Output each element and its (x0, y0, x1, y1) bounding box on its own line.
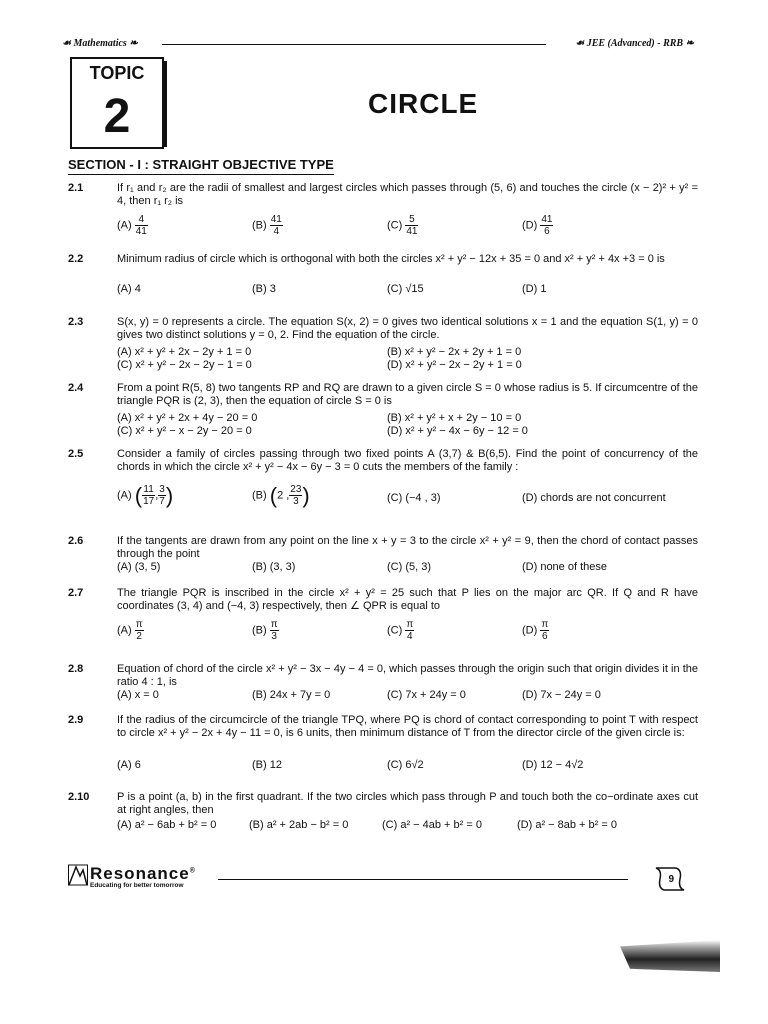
option-a[interactable]: (A) 6 (117, 759, 141, 771)
question-text: Equation of chord of the circle x² + y² − 3x − 4y − 4 = 0, which passes through the origin such that origin divides it in the ratio 4 : 1, is (117, 663, 698, 688)
option-b[interactable]: (B) 12 (252, 759, 282, 771)
question-number: 2.9 (68, 714, 84, 726)
option-fraction-numerator: π (135, 619, 143, 630)
option-b[interactable]: (B) $\frac{41}{4}$ (252, 214, 282, 237)
question-text: P is a point (a, b) in the first quadrant. If the two circles which pass through P and touch both the co−ordinate axes cut at right angles, then (117, 791, 698, 816)
question-number: 2.7 (68, 587, 84, 599)
option-c[interactable]: (C) 6√2 (387, 759, 424, 771)
option-a[interactable]: (A) x² + y² + 2x − 2y + 1 = 0 (117, 346, 252, 358)
option-c[interactable]: (C) 7x + 24y = 0 (387, 689, 466, 701)
option-b[interactable]: (B) x² + y² + x + 2y − 10 = 0 (387, 412, 522, 424)
option-fraction-denominator: 41 (135, 226, 147, 237)
option-fraction-denominator: 4 (273, 226, 280, 237)
topic-number: 2 (103, 90, 131, 143)
option-fraction-numerator: π (270, 619, 278, 630)
question-number: 2.1 (68, 182, 84, 194)
question-number: 2.2 (68, 253, 84, 265)
option-fraction-denominator: 17 (143, 496, 155, 507)
option-fraction-numerator: 41 (541, 214, 553, 225)
option-c[interactable]: (C) x² + y² − 2x − 2y − 1 = 0 (117, 359, 252, 371)
option-d[interactable]: (D) none of these (522, 561, 607, 573)
logo-mark-icon (68, 864, 88, 886)
option-d[interactable]: (D) 1 (522, 283, 547, 295)
option-fraction-numerator: 23 (290, 484, 302, 495)
option-fraction (405, 214, 418, 237)
option-c[interactable]: (C) (−4 , 3) (387, 492, 441, 504)
option-d[interactable]: (D) a² − 8ab + b² = 0 (517, 819, 617, 831)
question-number: 2.4 (68, 382, 84, 394)
option-a[interactable]: (A) x² + y² + 2x + 4y − 20 = 0 (117, 412, 258, 424)
option-c[interactable]: (C) a² − 4ab + b² = 0 (382, 819, 482, 831)
option-d[interactable]: (D) chords are not concurrent (522, 492, 666, 504)
option-fraction (540, 214, 553, 237)
option-fraction-numerator: 3 (159, 484, 165, 495)
question-text: The triangle PQR is inscribed in the circle x² + y² = 25 such that P lies on the major arc QR. If Q and R have coordinates (3, 4) and (−4, 3) respectively, then ∠ QPR is equal to (117, 587, 698, 612)
option-c[interactable]: (C) x² + y² − x − 2y − 20 = 0 (117, 425, 252, 437)
question-number: 2.5 (68, 448, 84, 460)
option-d[interactable]: (D) x² + y² − 2x − 2y + 1 = 0 (387, 359, 522, 371)
question-number: 2.3 (68, 316, 84, 328)
option-b[interactable]: (B) (2 , $\frac{23}{3}$ ) (252, 483, 310, 508)
option-fraction-denominator: 6 (542, 631, 548, 642)
option-c[interactable]: (C) $\frac{5}{41}$ (387, 214, 418, 237)
option-c[interactable]: (C) (5, 3) (387, 561, 431, 573)
option-a[interactable]: (A) (3, 5) (117, 561, 161, 573)
option-fraction-denominator: 4 (407, 631, 413, 642)
question-number: 2.8 (68, 663, 84, 675)
footer-rule (218, 879, 628, 880)
option-a[interactable]: (A) 4 (117, 283, 141, 295)
page-title: CIRCLE (368, 88, 479, 119)
option-fraction (135, 214, 148, 237)
page-header (62, 38, 694, 52)
option-a[interactable]: (A) x = 0 (117, 689, 159, 701)
option-fraction-denominator: 41 (406, 226, 418, 237)
header-right: ☙ JEE (Advanced) - RRB ❧ (575, 38, 694, 49)
option-fraction-numerator: π (406, 619, 414, 630)
header-left: ☙ Mathematics ❧ (62, 38, 138, 49)
question-text: From a point R(5, 8) two tangents RP and RQ are drawn to a given circle S = 0 whose radius is 5. If circumcentre of the triangle PQR is (2, 3), then the equation of circle S = 0 is (117, 382, 698, 407)
option-fraction (405, 619, 414, 642)
option-d[interactable]: (D) $\frac{41}{6}$ (522, 214, 553, 237)
option-c[interactable]: (C) $\frac{\pi}{4}$ (387, 619, 414, 642)
topic-label: TOPIC (89, 63, 145, 83)
option-c[interactable]: (C) √15 (387, 283, 424, 295)
question-number: 2.10 (68, 791, 90, 803)
option-fraction-numerator: 11 (143, 484, 154, 495)
option-fraction-numerator: π (541, 619, 549, 630)
option-b[interactable]: (B) $\frac{\pi}{3}$ (252, 619, 278, 642)
brand-name: Resonance® (90, 864, 196, 883)
question-text: Minimum radius of circle which is orthogonal with both the circles x² + y² − 12x + 35 = 0 and x² + y² + 4x +3 = 0 is (117, 253, 665, 265)
option-b[interactable]: (B) a² + 2ab − b² = 0 (249, 819, 349, 831)
question-text: If the radius of the circumcircle of the triangle TPQ, where PQ is chord of contact corresponding to point T with respect to circle x² + y² − 2x + 4y − 11 = 0, is 6 units, then minimum distance of T from the director circle of the given circle is: (117, 714, 698, 739)
option-fraction (289, 484, 302, 507)
option-fraction-denominator: 3 (293, 496, 299, 507)
question-number: 2.6 (68, 535, 84, 547)
option-fraction (540, 619, 549, 642)
option-fraction-denominator: 7 (159, 496, 165, 507)
option-b[interactable]: (B) 3 (252, 283, 276, 295)
option-d[interactable]: (D) x² + y² − 4x − 6y − 12 = 0 (387, 425, 528, 437)
option-fraction-denominator: 6 (544, 226, 550, 237)
page-number: 9 (668, 874, 674, 885)
option-fraction (270, 214, 283, 237)
question-text: Consider a family of circles passing through two fixed points A (3,7) & B(6,5). Find the point of concurrency of the chords in which the circle x² + y² − 4x − 6y − 3 = 0 cuts the members of the family : (117, 448, 698, 473)
option-b[interactable]: (B) (3, 3) (252, 561, 296, 573)
page-footer (68, 862, 698, 902)
option-d[interactable]: (D) 12 − 4√2 (522, 759, 584, 771)
option-fraction-denominator: 3 (271, 631, 277, 642)
header-rule (162, 44, 546, 45)
option-d[interactable]: (D) 7x − 24y = 0 (522, 689, 601, 701)
section-heading: SECTION - I : STRAIGHT OBJECTIVE TYPE (68, 157, 334, 172)
topic-box-shadow (164, 61, 167, 147)
question-text: If r₁ and r₂ are the radii of smallest and largest circles which passes through (5, 6) and touches the circle (x − 2)² + y² = 4, then r₁ r₂ is (117, 182, 698, 207)
option-fraction (135, 619, 144, 642)
option-fraction-numerator: 4 (135, 214, 148, 226)
option-fraction-denominator: 2 (136, 631, 142, 642)
option-a[interactable]: (A) a² − 6ab + b² = 0 (117, 819, 217, 831)
option-d[interactable]: (D) $\frac{\pi}{6}$ (522, 619, 549, 642)
topic-box (70, 57, 164, 149)
option-fraction (270, 619, 279, 642)
option-a[interactable]: (A) $\frac{4}{41}$ (117, 214, 147, 237)
option-fraction-numerator: 5 (405, 214, 418, 226)
option-fraction (142, 484, 155, 507)
option-b[interactable]: (B) 24x + 7y = 0 (252, 689, 331, 701)
question-text: If the tangents are drawn from any point on the line x + y = 3 to the circle x² + y² = 9, then the chord of contact passes through the point (117, 535, 698, 560)
brand-tagline: Educating for better tomorrow (90, 882, 184, 889)
option-a[interactable]: (A) $\frac{\pi}{2}$ (117, 619, 143, 642)
scan-artifact (620, 940, 720, 972)
option-a[interactable]: (A) ( $\frac{11}{17}$ , $\frac{3}{7}$ ) (117, 483, 174, 508)
question-text: S(x, y) = 0 represents a circle. The equation S(x, 2) = 0 gives two identical solutions x = 1 and the equation S(1, y) = 0 gives two distinct solutions y = 0, 2. Find the equation of the circle. (117, 316, 698, 341)
option-fraction (158, 484, 166, 507)
option-fraction-numerator: 41 (270, 214, 282, 225)
option-b[interactable]: (B) x² + y² − 2x + 2y + 1 = 0 (387, 346, 522, 358)
